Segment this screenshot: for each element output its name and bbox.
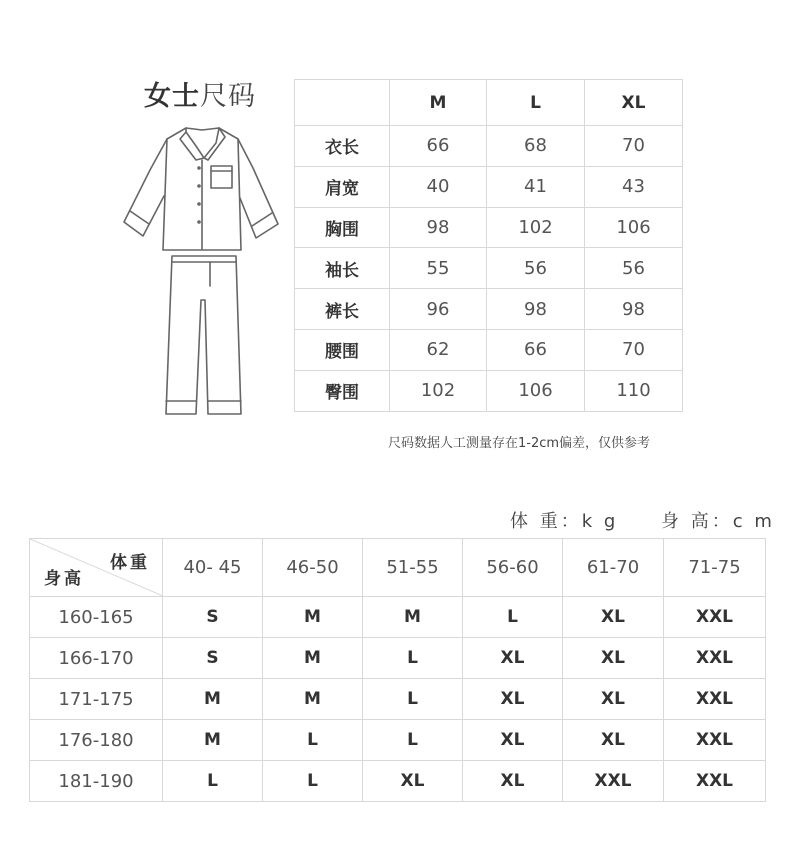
pajama-illustration: [118, 122, 286, 420]
measure-value: 98: [585, 289, 683, 330]
height-range: 181-190: [30, 761, 163, 802]
size-cell: L: [263, 720, 363, 761]
pants-outline: [166, 256, 241, 414]
measure-label: 胸围: [295, 207, 390, 248]
title-rest: 尺码: [200, 81, 256, 112]
table-row: [30, 679, 766, 720]
size-cell: XXL: [664, 679, 766, 720]
size-header-row: [295, 80, 683, 126]
size-cell: L: [363, 679, 463, 720]
size-cell: XL: [563, 597, 664, 638]
table-row: [295, 289, 683, 330]
size-cell: L: [463, 597, 563, 638]
table-row: [295, 248, 683, 289]
weight-unit-label: 体 重：k g: [510, 511, 619, 532]
measure-value: 98: [487, 289, 585, 330]
weight-header: 71-75: [664, 539, 766, 597]
fit-corner-cell: [30, 539, 163, 597]
size-header: XL: [585, 80, 683, 126]
measurement-note: 尺码数据人工测量存在1-2cm偏差，仅供参考: [388, 436, 651, 451]
fit-table: [29, 538, 766, 802]
measure-label: 臀围: [295, 370, 390, 411]
measure-value: 96: [390, 289, 487, 330]
size-cell: XL: [463, 638, 563, 679]
size-table: [294, 79, 683, 412]
size-cell: XXL: [664, 638, 766, 679]
weight-header: 61-70: [563, 539, 664, 597]
measure-value: 62: [390, 329, 487, 370]
size-cell: XL: [463, 761, 563, 802]
measure-value: 110: [585, 370, 683, 411]
table-row: [30, 720, 766, 761]
table-row: [30, 597, 766, 638]
size-cell: M: [163, 720, 263, 761]
size-cell: XL: [363, 761, 463, 802]
size-cell: M: [263, 638, 363, 679]
weight-header: 51-55: [363, 539, 463, 597]
measure-value: 98: [390, 207, 487, 248]
fit-header-row: [30, 539, 766, 597]
measure-value: 70: [585, 126, 683, 167]
measure-value: 55: [390, 248, 487, 289]
size-header: M: [390, 80, 487, 126]
measure-value: 106: [487, 370, 585, 411]
size-cell: XL: [463, 720, 563, 761]
measure-value: 66: [487, 329, 585, 370]
size-cell: XL: [463, 679, 563, 720]
size-cell: XXL: [664, 597, 766, 638]
table-row: [295, 370, 683, 411]
measure-label: 衣长: [295, 126, 390, 167]
size-cell: S: [163, 597, 263, 638]
size-cell: L: [363, 638, 463, 679]
measure-value: 102: [390, 370, 487, 411]
size-cell: M: [163, 679, 263, 720]
height-unit-label: 身 高：c m: [661, 511, 775, 532]
height-range: 166-170: [30, 638, 163, 679]
table-row: [295, 166, 683, 207]
measure-label: 裤长: [295, 289, 390, 330]
height-range: 160-165: [30, 597, 163, 638]
measure-label: 袖长: [295, 248, 390, 289]
size-cell: S: [163, 638, 263, 679]
measure-label: 肩宽: [295, 166, 390, 207]
measure-value: 41: [487, 166, 585, 207]
size-cell: XL: [563, 638, 664, 679]
size-cell: M: [263, 679, 363, 720]
shirt-right-sleeve: [238, 139, 278, 238]
height-range: 176-180: [30, 720, 163, 761]
weight-header: 46-50: [263, 539, 363, 597]
corner-weight-label: 体重: [110, 553, 150, 573]
measure-value: 68: [487, 126, 585, 167]
size-cell: XL: [563, 720, 664, 761]
measure-value: 66: [390, 126, 487, 167]
size-header: L: [487, 80, 585, 126]
table-row: [295, 126, 683, 167]
size-cell: L: [163, 761, 263, 802]
height-range: 171-175: [30, 679, 163, 720]
size-cell: XL: [563, 679, 664, 720]
table-row: [295, 207, 683, 248]
measure-value: 56: [585, 248, 683, 289]
weight-header: 56-60: [463, 539, 563, 597]
weight-header: 40- 45: [163, 539, 263, 597]
size-cell: L: [363, 720, 463, 761]
size-cell: XXL: [563, 761, 664, 802]
size-cell: M: [363, 597, 463, 638]
measure-value: 102: [487, 207, 585, 248]
measure-value: 70: [585, 329, 683, 370]
measure-value: 40: [390, 166, 487, 207]
size-corner-cell: [295, 80, 390, 126]
page-title: [144, 74, 256, 113]
table-row: [30, 638, 766, 679]
size-cell: L: [263, 761, 363, 802]
measure-value: 56: [487, 248, 585, 289]
size-cell: XXL: [664, 761, 766, 802]
measure-label: 腰围: [295, 329, 390, 370]
measure-value: 106: [585, 207, 683, 248]
table-row: [30, 761, 766, 802]
table-row: [295, 329, 683, 370]
size-cell: XXL: [664, 720, 766, 761]
corner-height-label: 身高: [44, 569, 84, 589]
title-bold: 女士: [144, 81, 200, 112]
size-cell: M: [263, 597, 363, 638]
measure-value: 43: [585, 166, 683, 207]
